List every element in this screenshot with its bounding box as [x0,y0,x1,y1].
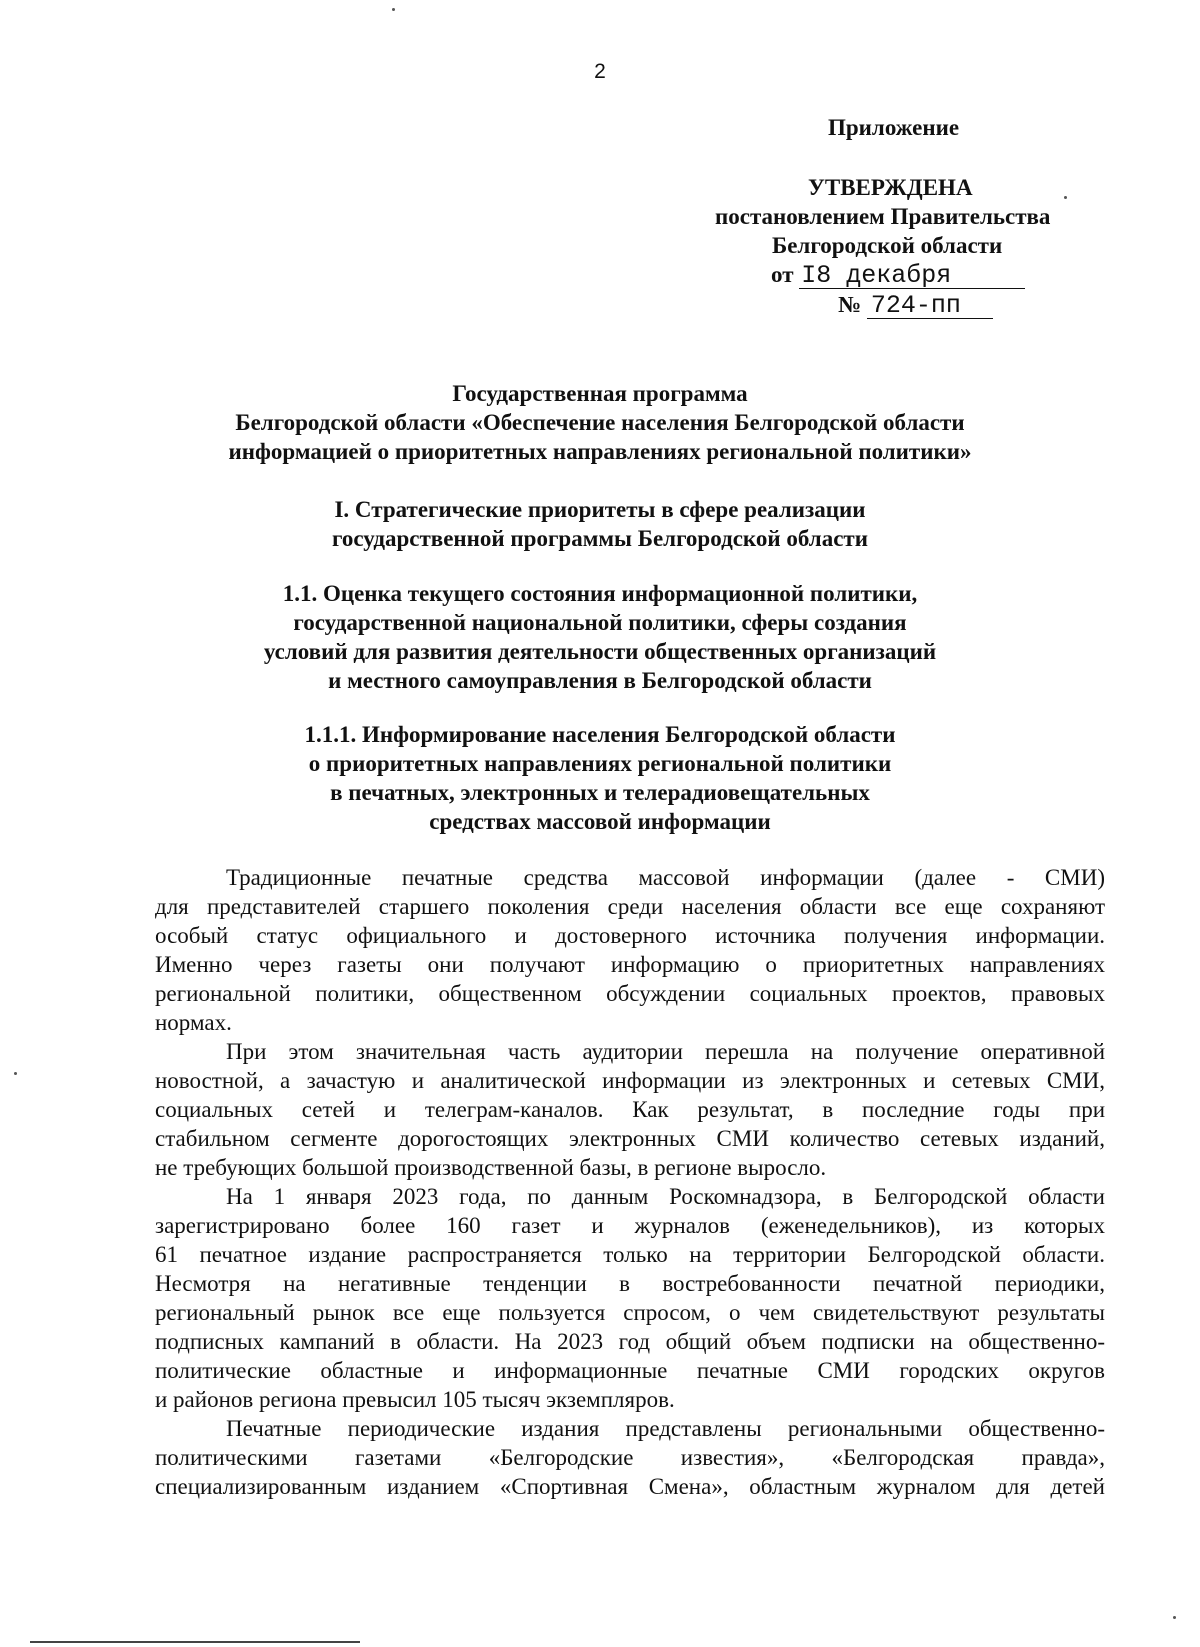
decree-date: I8 декабря [799,264,1025,289]
body-line: Печатные периодические издания представлены региональными общественно- [226,1416,1105,1441]
scan-artifact-line [30,1641,360,1643]
program-title-line: Белгородской области «Обеспечение населения Белгородской области [235,410,965,435]
body-line: специализированным изданием «Спортивная Смена», областным журналом для детей [155,1474,1105,1499]
section-title-line: I. Стратегические приоритеты в сфере реализации [334,497,866,522]
subsection-title-line: условий для развития деятельности общественных организаций [263,639,937,664]
scan-speck [1064,196,1067,199]
body-line: подписных кампаний в области. На 2023 год общий объем подписки на общественно- [155,1329,1105,1354]
subsubsection-title [0,720,1200,836]
body-line: новостной, а зачастую и аналитической информации из электронных и сетевых СМИ, [155,1068,1105,1093]
body-text [155,863,1105,1501]
body-line: стабильном сегменте дорогостоящих электронных СМИ количество сетевых изданий, [155,1126,1105,1151]
body-line: зарегистрировано более 160 газет и журналов (еженедельников), из которых [155,1213,1105,1238]
program-title [0,379,1200,466]
body-line: На 1 января 2023 года, по данным Роскомнадзора, в Белгородской области [226,1184,1105,1209]
section-title-line: государственной программы Белгородской области [332,526,868,551]
scan-speck [1173,1616,1176,1619]
date-prefix: от [771,262,794,287]
program-title-line: Государственная программа [452,381,748,406]
annex-label: Приложение [828,115,960,140]
body-line: Именно через газеты они получают информацию о приоритетных направлениях [155,952,1105,977]
body-line: региональный рынок все еще пользуется спросом, о чем свидетельствуют результаты [155,1300,1105,1325]
decree-number-row [838,291,993,319]
scan-speck [392,8,395,11]
body-line: особый статус официального и достоверного источника получения информации. [155,923,1105,948]
page-number: 2 [594,60,606,83]
decree-number: 724-пп [867,294,993,319]
subsection-title-line: 1.1. Оценка текущего состояния информационной политики, [282,581,918,606]
subsection-title-line: и местного самоуправления в Белгородской области [328,668,872,693]
subsubsection-title-line: 1.1.1. Информирование населения Белгородской области [304,722,896,747]
body-line: для представителей старшего поколения среди населения области все еще сохраняют [155,894,1105,919]
subsubsection-title-line: средствах массовой информации [429,809,771,834]
program-title-line: информацией о приоритетных направлениях региональной политики» [228,439,972,464]
body-line: 61 печатное издание распространяется только на территории Белгородской области. [155,1242,1105,1267]
body-line: Традиционные печатные средства массовой информации (далее - СМИ) [226,865,1105,890]
scan-speck [14,1072,17,1075]
decree-label: постановлением Правительства [715,204,1051,229]
subsubsection-title-line: в печатных, электронных и телерадиовещательных [330,780,870,805]
body-line: Несмотря на негативные тенденции в востребованности печатной периодики, [155,1271,1105,1296]
subsection-title [0,579,1200,695]
body-line: социальных сетей и телеграм-каналов. Как результат, в последние годы при [155,1097,1105,1122]
body-line: не требующих большой производственной базы, в регионе выросло. [155,1155,827,1180]
body-line: региональной политики, общественном обсуждении социальных проектов, правовых [155,981,1105,1006]
body-line: политическими газетами «Белгородские известия», «Белгородская правда», [155,1445,1105,1470]
subsubsection-title-line: о приоритетных направлениях региональной политики [308,751,892,776]
body-line: и районов региона превысил 105 тысяч экземпляров. [155,1387,675,1412]
decree-date-row [771,261,1025,289]
section-title [0,495,1200,553]
body-line: При этом значительная часть аудитории перешла на получение оперативной [226,1039,1105,1064]
region-label: Белгородской области [772,233,1003,258]
approved-label: УТВЕРЖДЕНА [808,175,973,200]
body-line: политические областные и информационные печатные СМИ городских округов [155,1358,1105,1383]
body-line: нормах. [155,1010,232,1035]
subsection-title-line: государственной национальной политики, сферы создания [293,610,907,635]
number-prefix: № [838,292,862,317]
